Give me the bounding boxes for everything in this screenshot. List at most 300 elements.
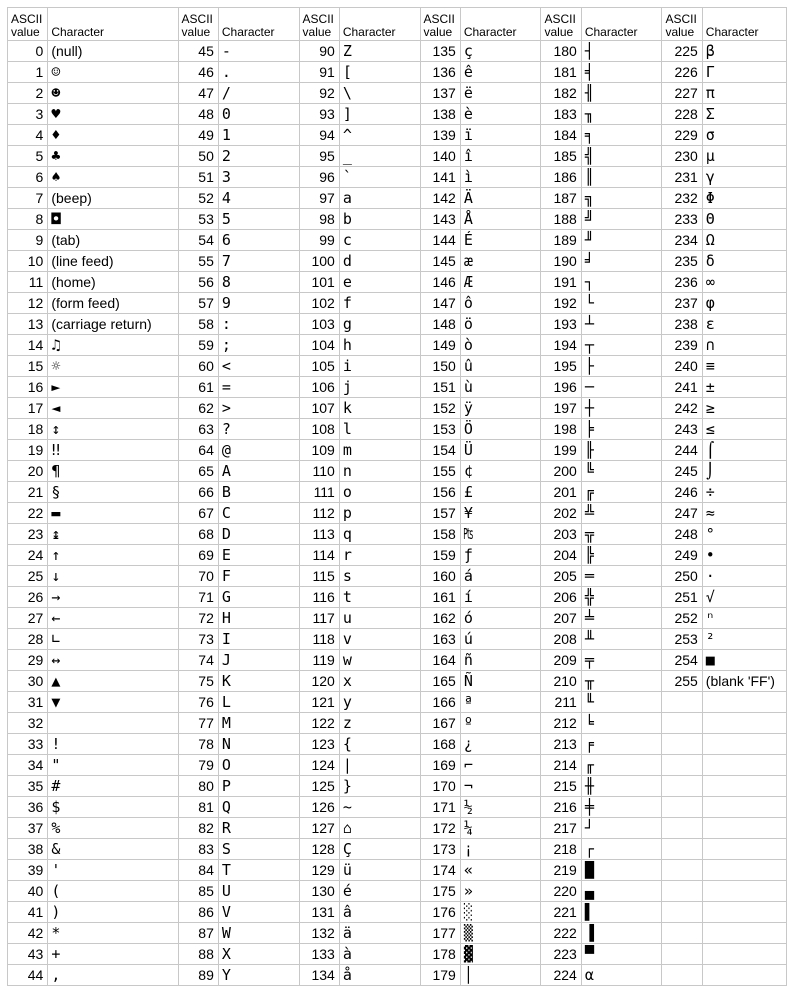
table-row	[8, 860, 787, 881]
ascii-value-cell: 51	[178, 167, 218, 188]
ascii-value-cell: 215	[541, 776, 581, 797]
ascii-value-cell: 229	[662, 125, 702, 146]
character-cell: 0	[218, 104, 299, 125]
character-cell: Ç	[339, 839, 420, 860]
character-cell: ╘	[581, 713, 662, 734]
ascii-value-cell: 83	[178, 839, 218, 860]
character-cell: ù	[460, 377, 541, 398]
character-cell	[702, 881, 786, 902]
ascii-value-cell: 82	[178, 818, 218, 839]
ascii-value-cell	[662, 944, 702, 965]
ascii-value-cell: 70	[178, 566, 218, 587]
ascii-value-cell: 103	[299, 314, 339, 335]
ascii-value-cell: 124	[299, 755, 339, 776]
table-row	[8, 566, 787, 587]
character-cell: ƒ	[460, 545, 541, 566]
character-cell: %	[48, 818, 178, 839]
ascii-value-cell: 52	[178, 188, 218, 209]
character-cell: (tab)	[48, 230, 178, 251]
ascii-value-cell: 21	[8, 482, 48, 503]
header-ascii-value: ASCII value	[299, 8, 339, 41]
character-cell: Φ	[702, 188, 786, 209]
header-ascii-value: ASCII value	[662, 8, 702, 41]
character-cell: β	[702, 41, 786, 62]
ascii-value-cell: 155	[420, 461, 460, 482]
character-cell: ╞	[581, 419, 662, 440]
character-cell: ⌠	[702, 440, 786, 461]
character-cell: e	[339, 272, 420, 293]
character-cell: ª	[460, 692, 541, 713]
character-cell: ╧	[581, 608, 662, 629]
character-cell: γ	[702, 167, 786, 188]
ascii-value-cell: 207	[541, 608, 581, 629]
ascii-value-cell: 197	[541, 398, 581, 419]
character-cell: ·	[702, 566, 786, 587]
character-cell: ┬	[581, 335, 662, 356]
ascii-value-cell: 221	[541, 902, 581, 923]
character-cell: ≥	[702, 398, 786, 419]
ascii-value-cell: 180	[541, 41, 581, 62]
ascii-value-cell: 33	[8, 734, 48, 755]
character-cell: l	[339, 419, 420, 440]
character-cell: L	[218, 692, 299, 713]
ascii-value-cell: 8	[8, 209, 48, 230]
character-cell: ê	[460, 62, 541, 83]
ascii-value-cell: 66	[178, 482, 218, 503]
ascii-value-cell: 166	[420, 692, 460, 713]
character-cell: G	[218, 587, 299, 608]
character-cell: -	[218, 41, 299, 62]
character-cell: ┘	[581, 818, 662, 839]
character-cell: ∟	[48, 629, 178, 650]
table-row	[8, 608, 787, 629]
ascii-value-cell: 112	[299, 503, 339, 524]
ascii-value-cell: 114	[299, 545, 339, 566]
header-character: Character	[581, 8, 662, 41]
ascii-value-cell: 238	[662, 314, 702, 335]
ascii-value-cell: 255	[662, 671, 702, 692]
character-cell: ,	[48, 965, 178, 986]
ascii-value-cell: 208	[541, 629, 581, 650]
ascii-value-cell: 162	[420, 608, 460, 629]
character-cell: K	[218, 671, 299, 692]
ascii-value-cell: 222	[541, 923, 581, 944]
header-ascii-value: ASCII value	[541, 8, 581, 41]
character-cell: ▼	[48, 692, 178, 713]
ascii-value-cell: 134	[299, 965, 339, 986]
ascii-value-cell: 10	[8, 251, 48, 272]
character-cell: ▓	[460, 944, 541, 965]
character-cell: S	[218, 839, 299, 860]
ascii-value-cell: 200	[541, 461, 581, 482]
character-cell: ╬	[581, 587, 662, 608]
header-character: Character	[218, 8, 299, 41]
character-cell: ╙	[581, 692, 662, 713]
ascii-value-cell: 88	[178, 944, 218, 965]
character-cell: µ	[702, 146, 786, 167]
character-cell: @	[218, 440, 299, 461]
table-row	[8, 692, 787, 713]
ascii-value-cell: 94	[299, 125, 339, 146]
character-cell: û	[460, 356, 541, 377]
header-row	[8, 8, 787, 41]
character-cell: ¿	[460, 734, 541, 755]
character-cell: p	[339, 503, 420, 524]
ascii-value-cell: 53	[178, 209, 218, 230]
ascii-value-cell: 245	[662, 461, 702, 482]
table-row	[8, 293, 787, 314]
ascii-value-cell: 201	[541, 482, 581, 503]
character-cell: ╗	[581, 188, 662, 209]
character-cell: ì	[460, 167, 541, 188]
ascii-value-cell: 60	[178, 356, 218, 377]
character-cell: $	[48, 797, 178, 818]
character-cell: g	[339, 314, 420, 335]
character-cell: ↔	[48, 650, 178, 671]
table-row	[8, 818, 787, 839]
ascii-value-cell: 161	[420, 587, 460, 608]
ascii-value-cell: 2	[8, 83, 48, 104]
ascii-value-cell: 234	[662, 230, 702, 251]
character-cell: 4	[218, 188, 299, 209]
character-cell: ⌡	[702, 461, 786, 482]
character-cell: u	[339, 608, 420, 629]
character-cell	[48, 713, 178, 734]
character-cell: â	[339, 902, 420, 923]
ascii-value-cell: 54	[178, 230, 218, 251]
ascii-value-cell	[662, 797, 702, 818]
ascii-value-cell: 236	[662, 272, 702, 293]
character-cell: é	[339, 881, 420, 902]
character-cell: ô	[460, 293, 541, 314]
character-cell: ╤	[581, 650, 662, 671]
character-cell: ↕	[48, 419, 178, 440]
ascii-value-cell	[662, 734, 702, 755]
character-cell: Θ	[702, 209, 786, 230]
character-cell: 2	[218, 146, 299, 167]
character-cell: ⌐	[460, 755, 541, 776]
ascii-value-cell: 43	[8, 944, 48, 965]
ascii-value-cell: 218	[541, 839, 581, 860]
table-row	[8, 755, 787, 776]
character-cell: ;	[218, 335, 299, 356]
character-cell: å	[339, 965, 420, 986]
ascii-value-cell: 164	[420, 650, 460, 671]
ascii-value-cell: 9	[8, 230, 48, 251]
character-cell: 5	[218, 209, 299, 230]
character-cell: ?	[218, 419, 299, 440]
character-cell: (null)	[48, 41, 178, 62]
ascii-value-cell: 105	[299, 356, 339, 377]
character-cell: ╩	[581, 503, 662, 524]
ascii-value-cell: 224	[541, 965, 581, 986]
ascii-value-cell: 38	[8, 839, 48, 860]
ascii-value-cell: 117	[299, 608, 339, 629]
ascii-value-cell: 233	[662, 209, 702, 230]
ascii-value-cell: 204	[541, 545, 581, 566]
ascii-value-cell: 55	[178, 251, 218, 272]
ascii-value-cell: 40	[8, 881, 48, 902]
table-row	[8, 734, 787, 755]
ascii-value-cell: 111	[299, 482, 339, 503]
ascii-value-cell: 142	[420, 188, 460, 209]
ascii-value-cell: 147	[420, 293, 460, 314]
character-cell: ÷	[702, 482, 786, 503]
character-cell: j	[339, 377, 420, 398]
ascii-value-cell: 6	[8, 167, 48, 188]
character-cell: W	[218, 923, 299, 944]
ascii-value-cell: 39	[8, 860, 48, 881]
table-row	[8, 482, 787, 503]
character-cell: ☻	[48, 83, 178, 104]
character-cell: x	[339, 671, 420, 692]
character-cell	[702, 692, 786, 713]
character-cell: E	[218, 545, 299, 566]
ascii-value-cell: 219	[541, 860, 581, 881]
ascii-value-cell: 1	[8, 62, 48, 83]
ascii-value-cell: 57	[178, 293, 218, 314]
character-cell: {	[339, 734, 420, 755]
character-cell	[702, 776, 786, 797]
character-cell: 1	[218, 125, 299, 146]
ascii-value-cell: 132	[299, 923, 339, 944]
character-cell: •	[702, 545, 786, 566]
ascii-value-cell: 237	[662, 293, 702, 314]
table-row	[8, 398, 787, 419]
ascii-value-cell: 230	[662, 146, 702, 167]
character-cell: 6	[218, 230, 299, 251]
character-cell: ╥	[581, 671, 662, 692]
character-cell: =	[218, 377, 299, 398]
table-row	[8, 839, 787, 860]
table-row	[8, 965, 787, 986]
header-ascii-value: ASCII value	[178, 8, 218, 41]
character-cell: ▒	[460, 923, 541, 944]
ascii-value-cell: 115	[299, 566, 339, 587]
character-cell: d	[339, 251, 420, 272]
ascii-value-cell: 144	[420, 230, 460, 251]
ascii-value-cell: 174	[420, 860, 460, 881]
character-cell: à	[339, 944, 420, 965]
ascii-value-cell: 65	[178, 461, 218, 482]
character-cell: ╢	[581, 83, 662, 104]
ascii-value-cell: 154	[420, 440, 460, 461]
ascii-value-cell: 251	[662, 587, 702, 608]
ascii-value-cell: 206	[541, 587, 581, 608]
ascii-value-cell: 118	[299, 629, 339, 650]
ascii-value-cell: 58	[178, 314, 218, 335]
ascii-value-cell: 152	[420, 398, 460, 419]
ascii-value-cell: 36	[8, 797, 48, 818]
ascii-value-cell: 196	[541, 377, 581, 398]
ascii-value-cell: 12	[8, 293, 48, 314]
ascii-value-cell: 24	[8, 545, 48, 566]
ascii-value-cell: 71	[178, 587, 218, 608]
character-cell: ╝	[581, 209, 662, 230]
ascii-value-cell: 210	[541, 671, 581, 692]
ascii-value-cell: 78	[178, 734, 218, 755]
ascii-value-cell: 37	[8, 818, 48, 839]
ascii-value-cell: 146	[420, 272, 460, 293]
character-cell: #	[48, 776, 178, 797]
ascii-value-cell: 77	[178, 713, 218, 734]
character-cell: B	[218, 482, 299, 503]
ascii-value-cell: 113	[299, 524, 339, 545]
ascii-value-cell: 64	[178, 440, 218, 461]
header-character: Character	[339, 8, 420, 41]
character-cell: Q	[218, 797, 299, 818]
ascii-value-cell: 223	[541, 944, 581, 965]
ascii-value-cell: 186	[541, 167, 581, 188]
character-cell: ╔	[581, 482, 662, 503]
character-cell: ╕	[581, 125, 662, 146]
ascii-value-cell: 216	[541, 797, 581, 818]
ascii-value-cell: 133	[299, 944, 339, 965]
character-cell: y	[339, 692, 420, 713]
ascii-value-cell: 84	[178, 860, 218, 881]
ascii-value-cell: 31	[8, 692, 48, 713]
character-cell: ¥	[460, 503, 541, 524]
character-cell: :	[218, 314, 299, 335]
ascii-value-cell: 100	[299, 251, 339, 272]
character-cell: ò	[460, 335, 541, 356]
ascii-value-cell: 125	[299, 776, 339, 797]
character-cell: º	[460, 713, 541, 734]
table-row	[8, 419, 787, 440]
character-cell: /	[218, 83, 299, 104]
character-cell: H	[218, 608, 299, 629]
ascii-value-cell: 188	[541, 209, 581, 230]
table-row	[8, 923, 787, 944]
character-cell: (carriage return)	[48, 314, 178, 335]
ascii-value-cell: 175	[420, 881, 460, 902]
character-cell: ó	[460, 608, 541, 629]
ascii-value-cell: 91	[299, 62, 339, 83]
character-cell: ñ	[460, 650, 541, 671]
ascii-value-cell	[662, 692, 702, 713]
character-cell: w	[339, 650, 420, 671]
ascii-value-cell: 35	[8, 776, 48, 797]
ascii-value-cell: 167	[420, 713, 460, 734]
ascii-value-cell: 62	[178, 398, 218, 419]
character-cell: )	[48, 902, 178, 923]
character-cell: >	[218, 398, 299, 419]
ascii-value-cell: 140	[420, 146, 460, 167]
ascii-value-cell: 214	[541, 755, 581, 776]
character-cell: ï	[460, 125, 541, 146]
ascii-value-cell: 247	[662, 503, 702, 524]
table-row	[8, 881, 787, 902]
character-cell	[702, 713, 786, 734]
ascii-value-cell: 202	[541, 503, 581, 524]
ascii-value-cell: 67	[178, 503, 218, 524]
table-row	[8, 524, 787, 545]
ascii-value-cell: 228	[662, 104, 702, 125]
ascii-value-cell: 99	[299, 230, 339, 251]
ascii-value-cell: 41	[8, 902, 48, 923]
character-cell: P	[218, 776, 299, 797]
character-cell: ä	[339, 923, 420, 944]
character-cell: ≤	[702, 419, 786, 440]
table-row	[8, 545, 787, 566]
character-cell: ▲	[48, 671, 178, 692]
ascii-value-cell: 13	[8, 314, 48, 335]
character-cell: ▄	[581, 881, 662, 902]
character-cell: h	[339, 335, 420, 356]
ascii-value-cell: 182	[541, 83, 581, 104]
ascii-value-cell: 47	[178, 83, 218, 104]
ascii-value-cell: 72	[178, 608, 218, 629]
character-cell: ░	[460, 902, 541, 923]
ascii-value-cell: 139	[420, 125, 460, 146]
header-character: Character	[48, 8, 178, 41]
ascii-value-cell	[662, 881, 702, 902]
ascii-value-cell: 225	[662, 41, 702, 62]
character-cell: ─	[581, 377, 662, 398]
character-cell: T	[218, 860, 299, 881]
character-cell: ¬	[460, 776, 541, 797]
character-cell: `	[339, 167, 420, 188]
character-cell: ¢	[460, 461, 541, 482]
ascii-value-cell: 205	[541, 566, 581, 587]
character-cell: (home)	[48, 272, 178, 293]
character-cell: ~	[339, 797, 420, 818]
character-cell: ^	[339, 125, 420, 146]
character-cell: f	[339, 293, 420, 314]
character-cell: o	[339, 482, 420, 503]
character-cell	[702, 902, 786, 923]
ascii-value-cell: 108	[299, 419, 339, 440]
character-cell: ╪	[581, 797, 662, 818]
ascii-value-cell	[662, 839, 702, 860]
table-row	[8, 209, 787, 230]
character-cell: <	[218, 356, 299, 377]
ascii-value-cell: 177	[420, 923, 460, 944]
character-cell: Ö	[460, 419, 541, 440]
ascii-value-cell: 123	[299, 734, 339, 755]
ascii-value-cell: 49	[178, 125, 218, 146]
table-row	[8, 272, 787, 293]
ascii-value-cell: 106	[299, 377, 339, 398]
ascii-value-cell: 240	[662, 356, 702, 377]
ascii-value-cell: 80	[178, 776, 218, 797]
ascii-value-cell: 158	[420, 524, 460, 545]
ascii-value-cell: 48	[178, 104, 218, 125]
character-cell: ¼	[460, 818, 541, 839]
table-row	[8, 251, 787, 272]
character-cell: ▌	[581, 902, 662, 923]
character-cell: φ	[702, 293, 786, 314]
table-row	[8, 83, 787, 104]
character-cell: ∩	[702, 335, 786, 356]
ascii-value-cell: 253	[662, 629, 702, 650]
character-cell: c	[339, 230, 420, 251]
character-cell: |	[339, 755, 420, 776]
ascii-value-cell: 110	[299, 461, 339, 482]
character-cell: r	[339, 545, 420, 566]
ascii-value-cell: 89	[178, 965, 218, 986]
character-cell: £	[460, 482, 541, 503]
character-cell: O	[218, 755, 299, 776]
table-row	[8, 146, 787, 167]
table-row	[8, 776, 787, 797]
ascii-value-cell: 242	[662, 398, 702, 419]
character-cell: ±	[702, 377, 786, 398]
character-cell: ü	[339, 860, 420, 881]
character-cell: └	[581, 293, 662, 314]
character-cell: ¶	[48, 461, 178, 482]
ascii-value-cell: 116	[299, 587, 339, 608]
